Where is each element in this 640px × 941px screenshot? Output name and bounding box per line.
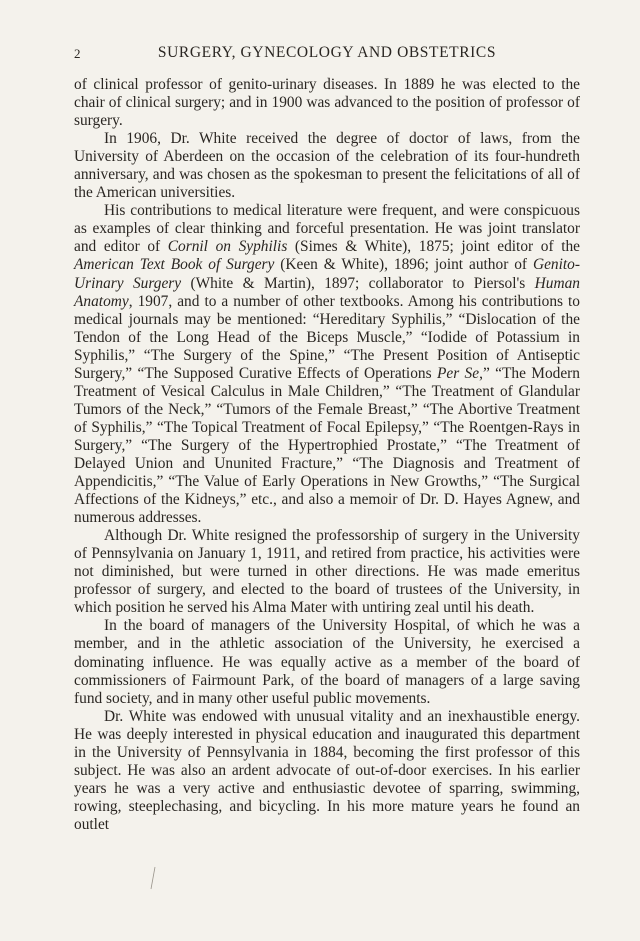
running-head: SURGERY, GYNECOLOGY AND OBSTETRICS	[157, 44, 497, 61]
italic-title: Human Anatomy	[74, 274, 580, 310]
text-run: (White & Martin), 1897; collaborator to Piersol's	[181, 274, 535, 292]
italic-title: Per Se	[436, 364, 480, 382]
paragraph	[74, 202, 580, 527]
text-run: His contributions to medical literature were frequent, and were conspicuous as examples of clear thinking and forceful presentation. He was joint translator and editor of	[74, 202, 580, 256]
paragraph	[74, 130, 580, 202]
paragraph	[74, 708, 580, 834]
italic-title: Genito-Urinary Surgery	[74, 256, 580, 292]
text-run: In the board of managers of the University Hospital, of which he was a member, and in the athletic association of the University, he exercised a dominating influence. He was equally active as a member of the board of commissioners of Fairmount Park, of the board of managers of a large saving fund society, and in many other useful public movements.	[74, 617, 580, 707]
text-run: ,” “The Modern Treatment of Vesical Calculus in Male Children,” “The Treatment of Glandular Tumors of the Neck,” “Tumors of the Female Breast,” “The Abortive Treatment of Syphilis,” “The Topical Treatment of Focal Epilepsy,” “The Roentgen-Rays in Surgery,” “The Surgery of the Hypertrophied Prostate,” “The Treatment of Delayed Union and Ununited Fracture,” “The Diagnosis and Treatment of Appendicitis,” “The Value of Early Operations in New Growths,” “The Surgical Affections of the Kidneys,” etc., and also a memoir of Dr. D. Hayes Agnew, and numerous addresses.	[74, 364, 580, 527]
page-header	[74, 44, 580, 64]
text-run: In 1906, Dr. White received the degree of doctor of laws, from the University of Aberdeen on the occasion of the celebration of its four-hundreth anniversary, and was chosen as the spokesman to present the felicitations of all of the American universities.	[74, 130, 580, 202]
paragraph	[74, 527, 580, 617]
page-number: 2	[74, 46, 81, 61]
body-text	[74, 76, 580, 834]
italic-title: American Text Book of Surgery	[74, 256, 275, 274]
text-run: of clinical professor of genito-urinary diseases. In 1889 he was elected to the chair of clinical surgery; and in 1900 was advanced to the position of professor of surgery.	[74, 76, 580, 130]
text-run: , 1907, and to a number of other textbooks. Among his contributions to medical journals may be mentioned: “Hereditary Syphilis,” “Dislocation of the Tendon of the Long Head of the Biceps Muscle,” “Iodide of Potassium in Syphilis,” “The Surgery of the Spine,” “The Present Position of Antiseptic Surgery,” “The Supposed Curative Effects of Operations	[74, 292, 580, 382]
paragraph	[74, 617, 580, 707]
text-run: Dr. White was endowed with unusual vitality and an inexhaustible energy. He was deeply interested in physical education and inaugurated this department in the University of Pennsylvania in 1884, becoming the first professor of this subject. He was also an ardent advocate of out-of-door exercises. In his earlier years he was a very active and enthusiastic devotee of sparring, swimming, rowing, steeplechasing, and bicycling. In his more mature years he found an outlet	[74, 707, 580, 833]
text-run: Although Dr. White resigned the professorship of surgery in the University of Pennsylvania on January 1, 1911, and retired from practice, his activities were not diminished, but were turned in other directions. He was made emeritus professor of surgery, and elected to the board of trustees of the University, in which position he served his Alma Mater with untiring zeal until his death.	[74, 527, 580, 617]
italic-title: Cornil on Syphilis	[167, 238, 288, 256]
text-run: (Simes & White), 1875; joint editor of the	[287, 238, 580, 256]
paragraph	[74, 76, 580, 130]
text-run: (Keen & White), 1896; joint author of	[274, 256, 533, 274]
stray-pencil-mark	[150, 866, 156, 890]
